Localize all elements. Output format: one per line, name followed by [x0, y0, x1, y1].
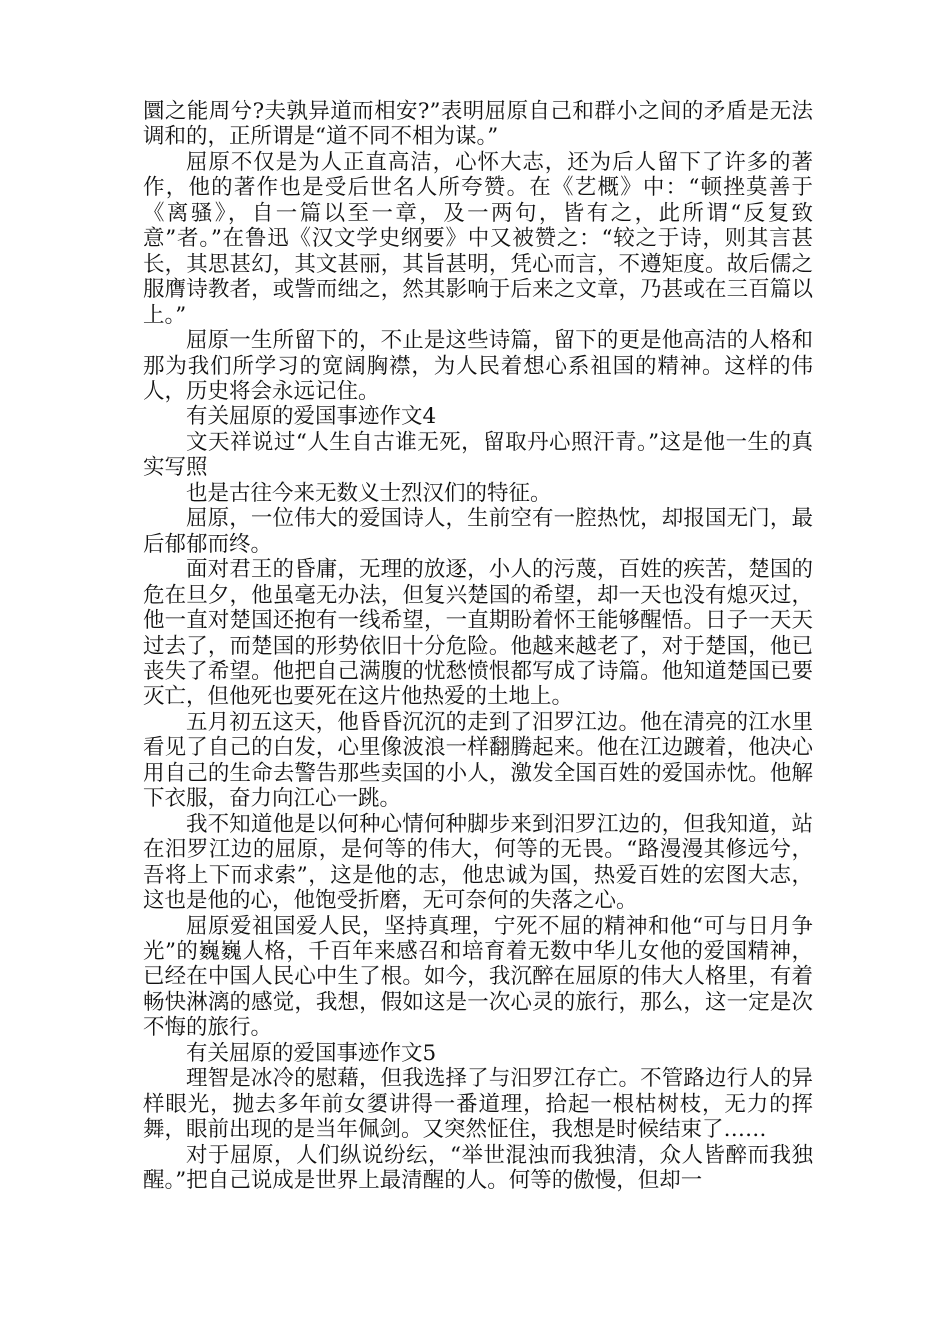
paragraph: 屈原一生所留下的，不止是这些诗篇，留下的更是他高洁的人格和那为我们所学习的宽阔胸襟，为人民着想心系祖国的精神。这样的伟人，历史将会永远记住。 [143, 328, 813, 404]
paragraph: 面对君王的昏庸，无理的放逐，小人的污蔑，百姓的疾苦，楚国的危在旦夕，他虽毫无办法，但复兴楚国的希望，却一天也没有熄灭过，他一直对楚国还抱有一线希望，一直期盼着怀王能够醒悟。日子一天天过去了，而楚国的形势依旧十分危险。他越来越老了，对于楚国，他已丧失了希望。他把自己满腹的忧愁愤恨都写成了诗篇。他知道楚国已要灭亡，但他死也要死在这片他热爱的土地上。 [143, 557, 813, 710]
document-page [143, 99, 813, 1193]
paragraph: 文天祥说过“人生自古谁无死，留取丹心照汗青。”这是他一生的真实写照 [143, 429, 813, 481]
section-heading: 有关屈原的爱国事迹作文5 [186, 1040, 437, 1066]
paragraph: 屈原，一位伟大的爱国诗人，生前空有一腔热忱，却报国无门，最后郁郁而终。 [143, 506, 813, 557]
paragraph: 也是古往今来无数义士烈汉们的特征。 [186, 480, 552, 506]
paragraph: 屈原爱祖国爱人民，坚持真理，宁死不屈的精神和他“可与日月争光”的巍巍人格，千百年来感召和培育着无数中华儿女他的爱国精神，已经在中国人民心中生了根。如今，我沉醉在屈原的伟大人格里，有着畅快淋漓的感觉，我想，假如这是一次心灵的旅行，那么，这一定是次不悔的旅行。 [143, 913, 813, 1041]
paragraph: 屈原不仅是为人正直高洁，心怀大志，还为后人留下了许多的著作，他的著作也是受后世名人所夸赞。在《艺概》中：“顿挫莫善于《离骚》，自一篇以至一章，及一两句，皆有之，此所谓“反复致意”者。”在鲁迅《汉文学史纲要》中又被赞之：“较之于诗，则其言甚长，其思甚幻，其文甚丽，其旨甚明，凭心而言，不遵矩度。故后儒之服膺诗教者，或訾而绌之，然其影响于后来之文章，乃甚或在三百篇以上。” [143, 149, 813, 328]
paragraph: 理智是冰冷的慰藉，但我选择了与汨罗江存亡。不管路边行人的异样眼光，抛去多年前女嬃讲得一番道理，拾起一根枯树枝，无力的挥舞，眼前出现的是当年佩剑。又突然怔住，我想是时候结束了…… [143, 1066, 813, 1143]
paragraph: 五月初五这天，他昏昏沉沉的走到了汨罗江边。他在清亮的江水里看见了自己的白发，心里像波浪一样翻腾起来。他在江边踱着，他决心用自己的生命去警告那些卖国的小人，激发全国百姓的爱国赤忱。他解下衣服，奋力向江心一跳。 [143, 709, 813, 812]
paragraph: 我不知道他是以何种心情何种脚步来到汨罗江边的，但我知道，站在汨罗江边的屈原，是何等的伟大，何等的无畏。“路漫漫其修远兮，吾将上下而求索”，这是他的志，他忠诚为国，热爱百姓的宏图大志，这也是他的心，他饱受折磨，无可奈何的失落之心。 [143, 811, 813, 914]
paragraph: 对于屈原，人们纵说纷纭，“举世混浊而我独清，众人皆醉而我独醒。”把自己说成是世界上最清醒的人。何等的傲慢，但却一 [143, 1142, 813, 1194]
paragraph: 圜之能周兮?夫孰异道而相安?”表明屈原自己和群小之间的矛盾是无法调和的，正所谓是“道不同不相为谋。” [143, 99, 813, 150]
section-heading: 有关屈原的爱国事迹作文4 [186, 404, 437, 430]
